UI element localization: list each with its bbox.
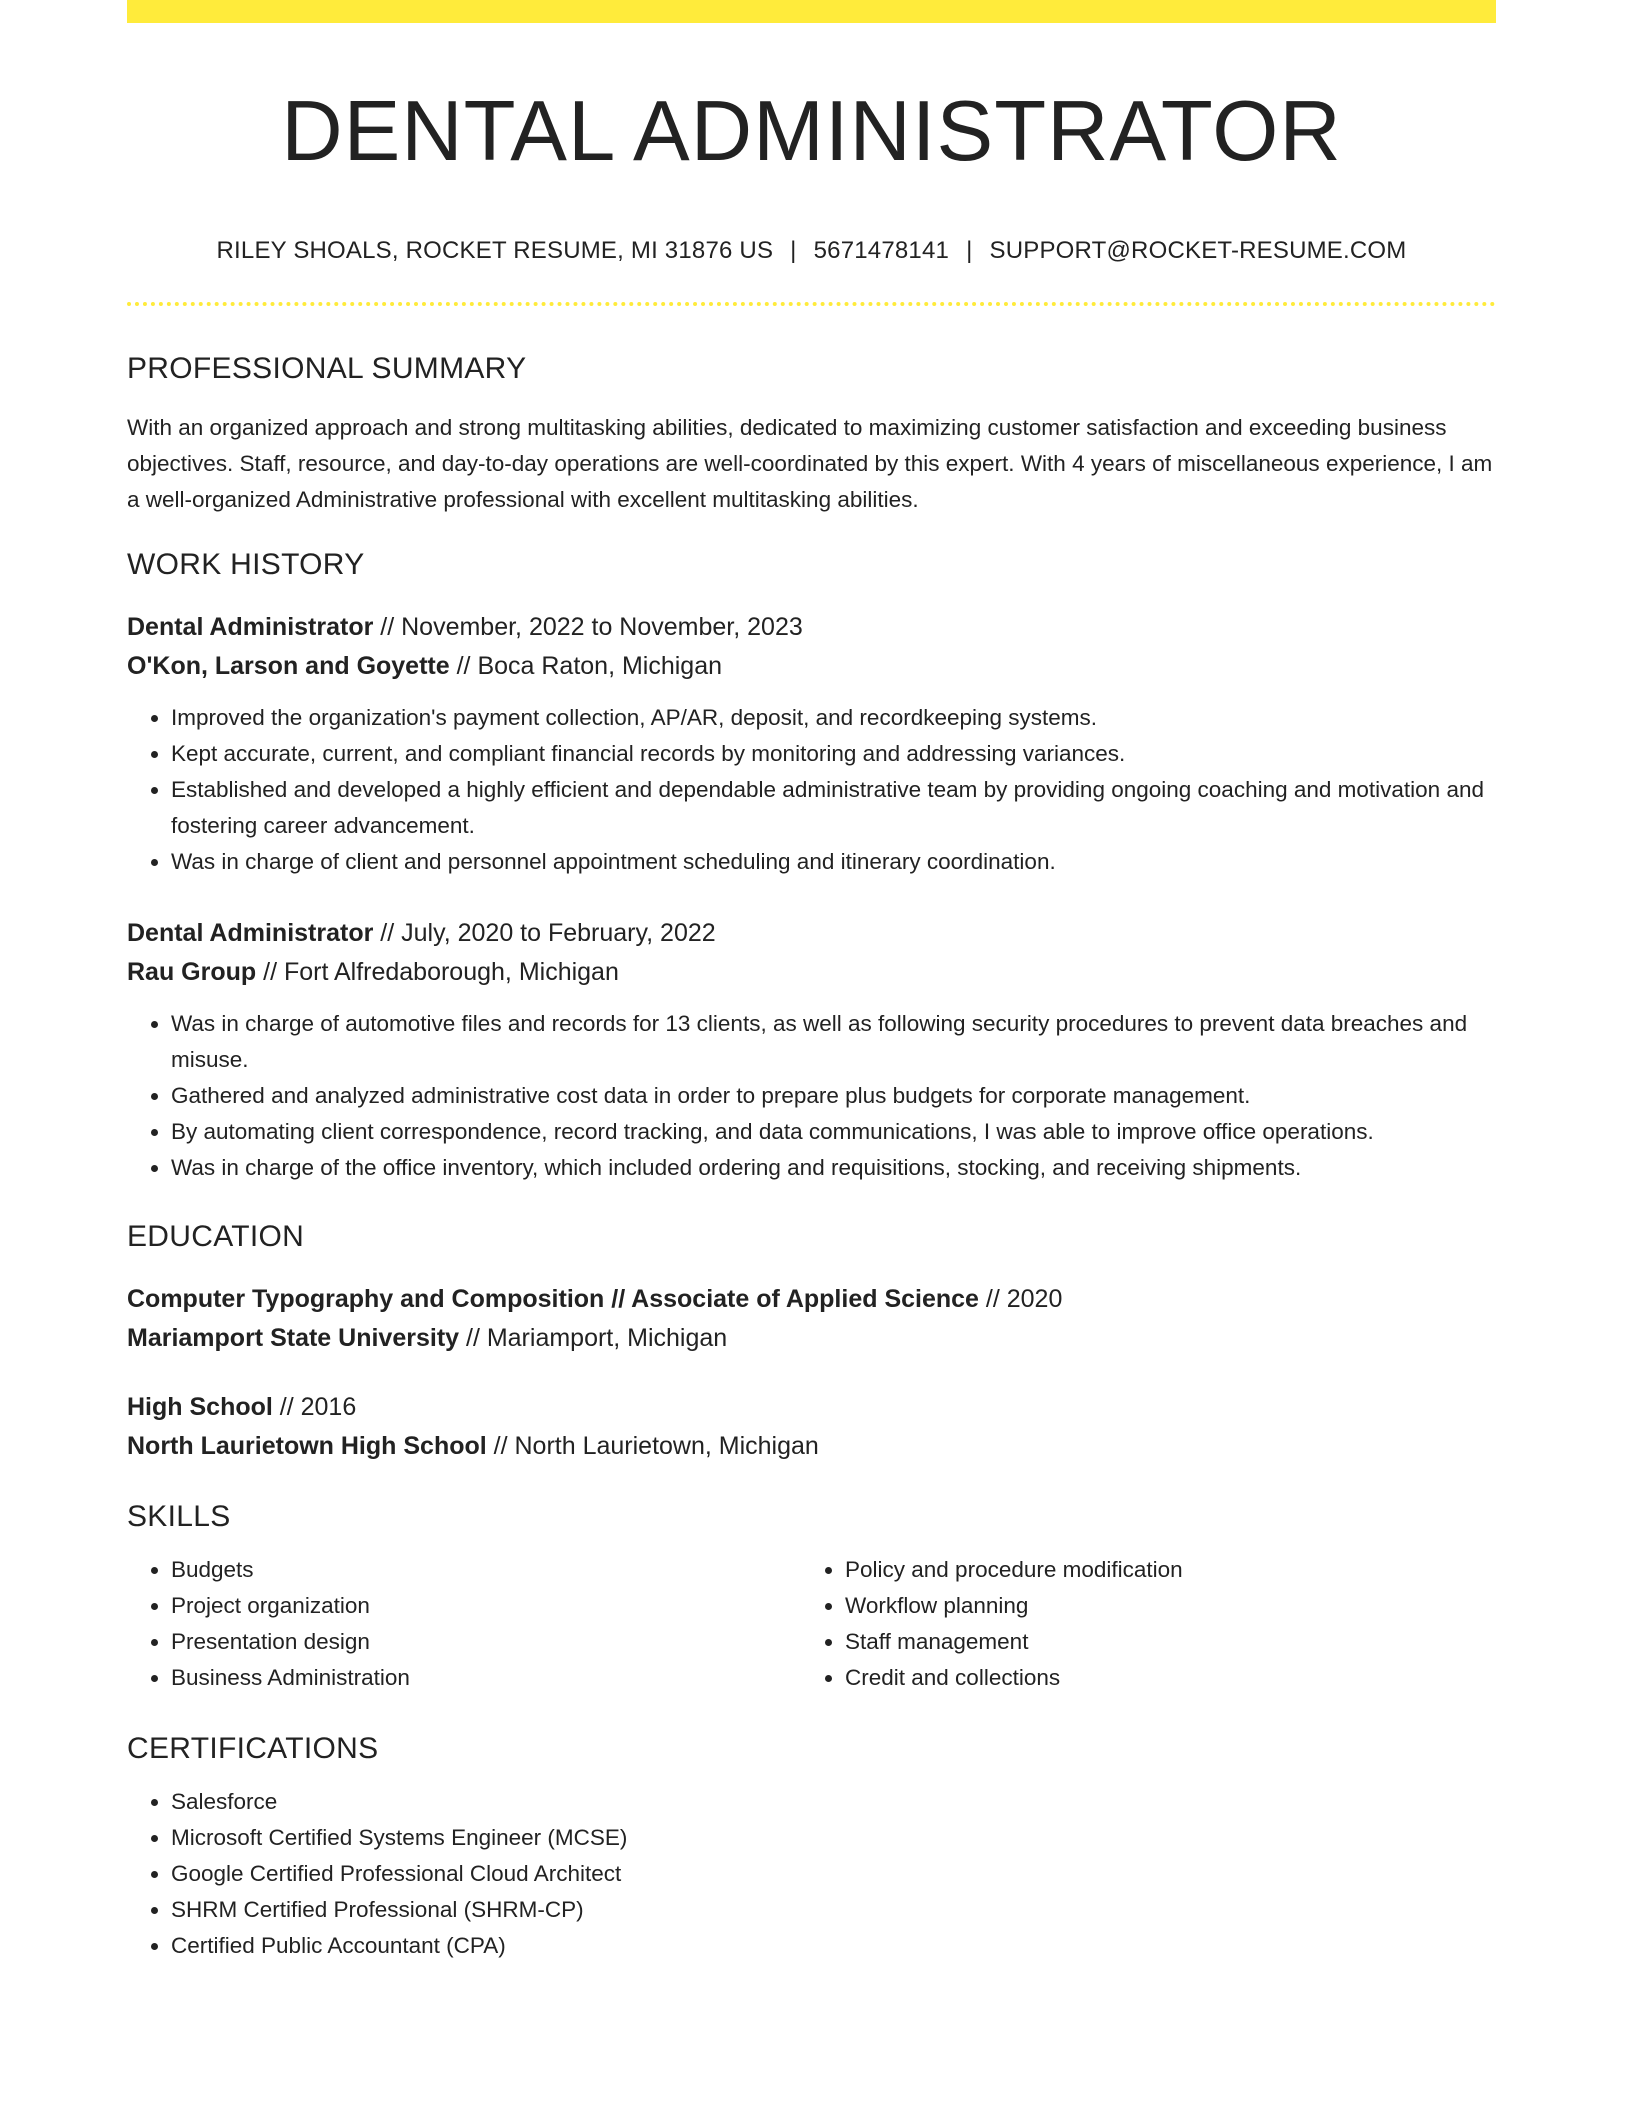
certification-item: • Certified Public Accountant (CPA) bbox=[171, 1928, 1496, 1964]
certification-item: • Microsoft Certified Systems Engineer (MCSE) bbox=[171, 1820, 1496, 1856]
job-bullets bbox=[127, 1006, 1496, 1186]
job-title-line bbox=[127, 914, 1496, 953]
resume-page bbox=[127, 0, 1496, 1964]
certification-item: • Google Certified Professional Cloud Architect bbox=[171, 1856, 1496, 1892]
skills-right-list bbox=[801, 1552, 1475, 1696]
job-bullet: • Kept accurate, current, and compliant financial records by monitoring and addressing variances. bbox=[171, 736, 1496, 772]
contact-line bbox=[127, 237, 1496, 265]
certification-item: • Salesforce bbox=[171, 1784, 1496, 1820]
education-school: North Laurietown High School bbox=[127, 1431, 487, 1460]
job-company-line bbox=[127, 647, 1496, 686]
education-year: // 2020 bbox=[978, 1284, 1063, 1313]
job-bullet: • Established and developed a highly efficient and dependable administrative team by providing ongoing coaching and motivation and fostering career advancement. bbox=[171, 772, 1496, 844]
work-history-heading: WORK HISTORY bbox=[127, 547, 365, 581]
job-company-line bbox=[127, 953, 1496, 992]
skill-item: • Presentation design bbox=[171, 1624, 801, 1660]
job-location: // Boca Raton, Michigan bbox=[449, 651, 723, 680]
summary-heading: PROFESSIONAL SUMMARY bbox=[127, 351, 527, 385]
education-school-line bbox=[127, 1319, 1496, 1358]
contact-email: SUPPORT@ROCKET-RESUME.COM bbox=[989, 236, 1407, 264]
skill-item: • Policy and procedure modification bbox=[845, 1552, 1475, 1588]
skill-item: • Budgets bbox=[171, 1552, 801, 1588]
job-position: Dental Administrator bbox=[127, 918, 374, 947]
job-bullet: • Gathered and analyzed administrative cost data in order to prepare plus budgets for corporate management. bbox=[171, 1078, 1496, 1114]
education-school-line bbox=[127, 1427, 1496, 1466]
education-degree-line bbox=[127, 1388, 1496, 1427]
job-bullet: • Was in charge of client and personnel appointment scheduling and itinerary coordination. bbox=[171, 844, 1496, 880]
certifications-heading: CERTIFICATIONS bbox=[127, 1731, 379, 1765]
education-degree: Computer Typography and Composition // Associate of Applied Science bbox=[127, 1284, 979, 1313]
job-title-line bbox=[127, 608, 1496, 647]
education-location: // North Laurietown, Michigan bbox=[486, 1431, 819, 1460]
resume-title: DENTAL ADMINISTRATOR bbox=[281, 84, 1342, 179]
skills-columns bbox=[127, 1552, 1496, 1696]
education-degree: High School bbox=[127, 1392, 273, 1421]
job-bullets bbox=[127, 700, 1496, 880]
summary-text: With an organized approach and strong multitasking abilities, dedicated to maximizing customer satisfaction and exceeding business objectives. Staff, resource, and day-to-day operations are well-coordinated by this expert. With 4 years of miscellaneous experience, I am a well-organized Administrative professional with excellent multitasking abilities. bbox=[127, 414, 1493, 512]
contact-separator: | bbox=[966, 236, 973, 264]
education-degree-line bbox=[127, 1280, 1496, 1319]
skill-item: • Staff management bbox=[845, 1624, 1475, 1660]
certification-item: • SHRM Certified Professional (SHRM-CP) bbox=[171, 1892, 1496, 1928]
education-heading: EDUCATION bbox=[127, 1219, 305, 1253]
job-position: Dental Administrator bbox=[127, 612, 374, 641]
accent-top-bar bbox=[127, 0, 1496, 23]
job-entry bbox=[127, 914, 1496, 1186]
education-year: // 2016 bbox=[272, 1392, 357, 1421]
skill-item: • Business Administration bbox=[171, 1660, 801, 1696]
job-bullet: • By automating client correspondence, record tracking, and data communications, I was able to improve office operations. bbox=[171, 1114, 1496, 1150]
skills-left-list bbox=[127, 1552, 801, 1696]
skill-item: • Workflow planning bbox=[845, 1588, 1475, 1624]
education-entry bbox=[127, 1280, 1496, 1358]
contact-address: RILEY SHOALS, ROCKET RESUME, MI 31876 US bbox=[216, 236, 774, 264]
job-bullet: • Was in charge of the office inventory, which included ordering and requisitions, stocking, and receiving shipments. bbox=[171, 1150, 1496, 1186]
job-location: // Fort Alfredaborough, Michigan bbox=[256, 957, 619, 986]
job-entry bbox=[127, 608, 1496, 880]
job-dates: // November, 2022 to November, 2023 bbox=[373, 612, 803, 641]
skills-heading: SKILLS bbox=[127, 1499, 231, 1533]
contact-separator: | bbox=[790, 236, 797, 264]
job-dates: // July, 2020 to February, 2022 bbox=[373, 918, 716, 947]
job-company: O'Kon, Larson and Goyette bbox=[127, 651, 450, 680]
job-company: Rau Group bbox=[127, 957, 257, 986]
education-school: Mariamport State University bbox=[127, 1323, 460, 1352]
job-bullet: • Was in charge of automotive files and records for 13 clients, as well as following security procedures to prevent data breaches and misuse. bbox=[171, 1006, 1496, 1078]
education-entry bbox=[127, 1388, 1496, 1466]
dotted-divider bbox=[127, 302, 1496, 306]
skill-item: • Credit and collections bbox=[845, 1660, 1475, 1696]
certifications-list bbox=[127, 1784, 1496, 1964]
education-location: // Mariamport, Michigan bbox=[459, 1323, 728, 1352]
skill-item: • Project organization bbox=[171, 1588, 801, 1624]
job-bullet: • Improved the organization's payment collection, AP/AR, deposit, and recordkeeping systems. bbox=[171, 700, 1496, 736]
contact-phone: 5671478141 bbox=[813, 236, 950, 264]
